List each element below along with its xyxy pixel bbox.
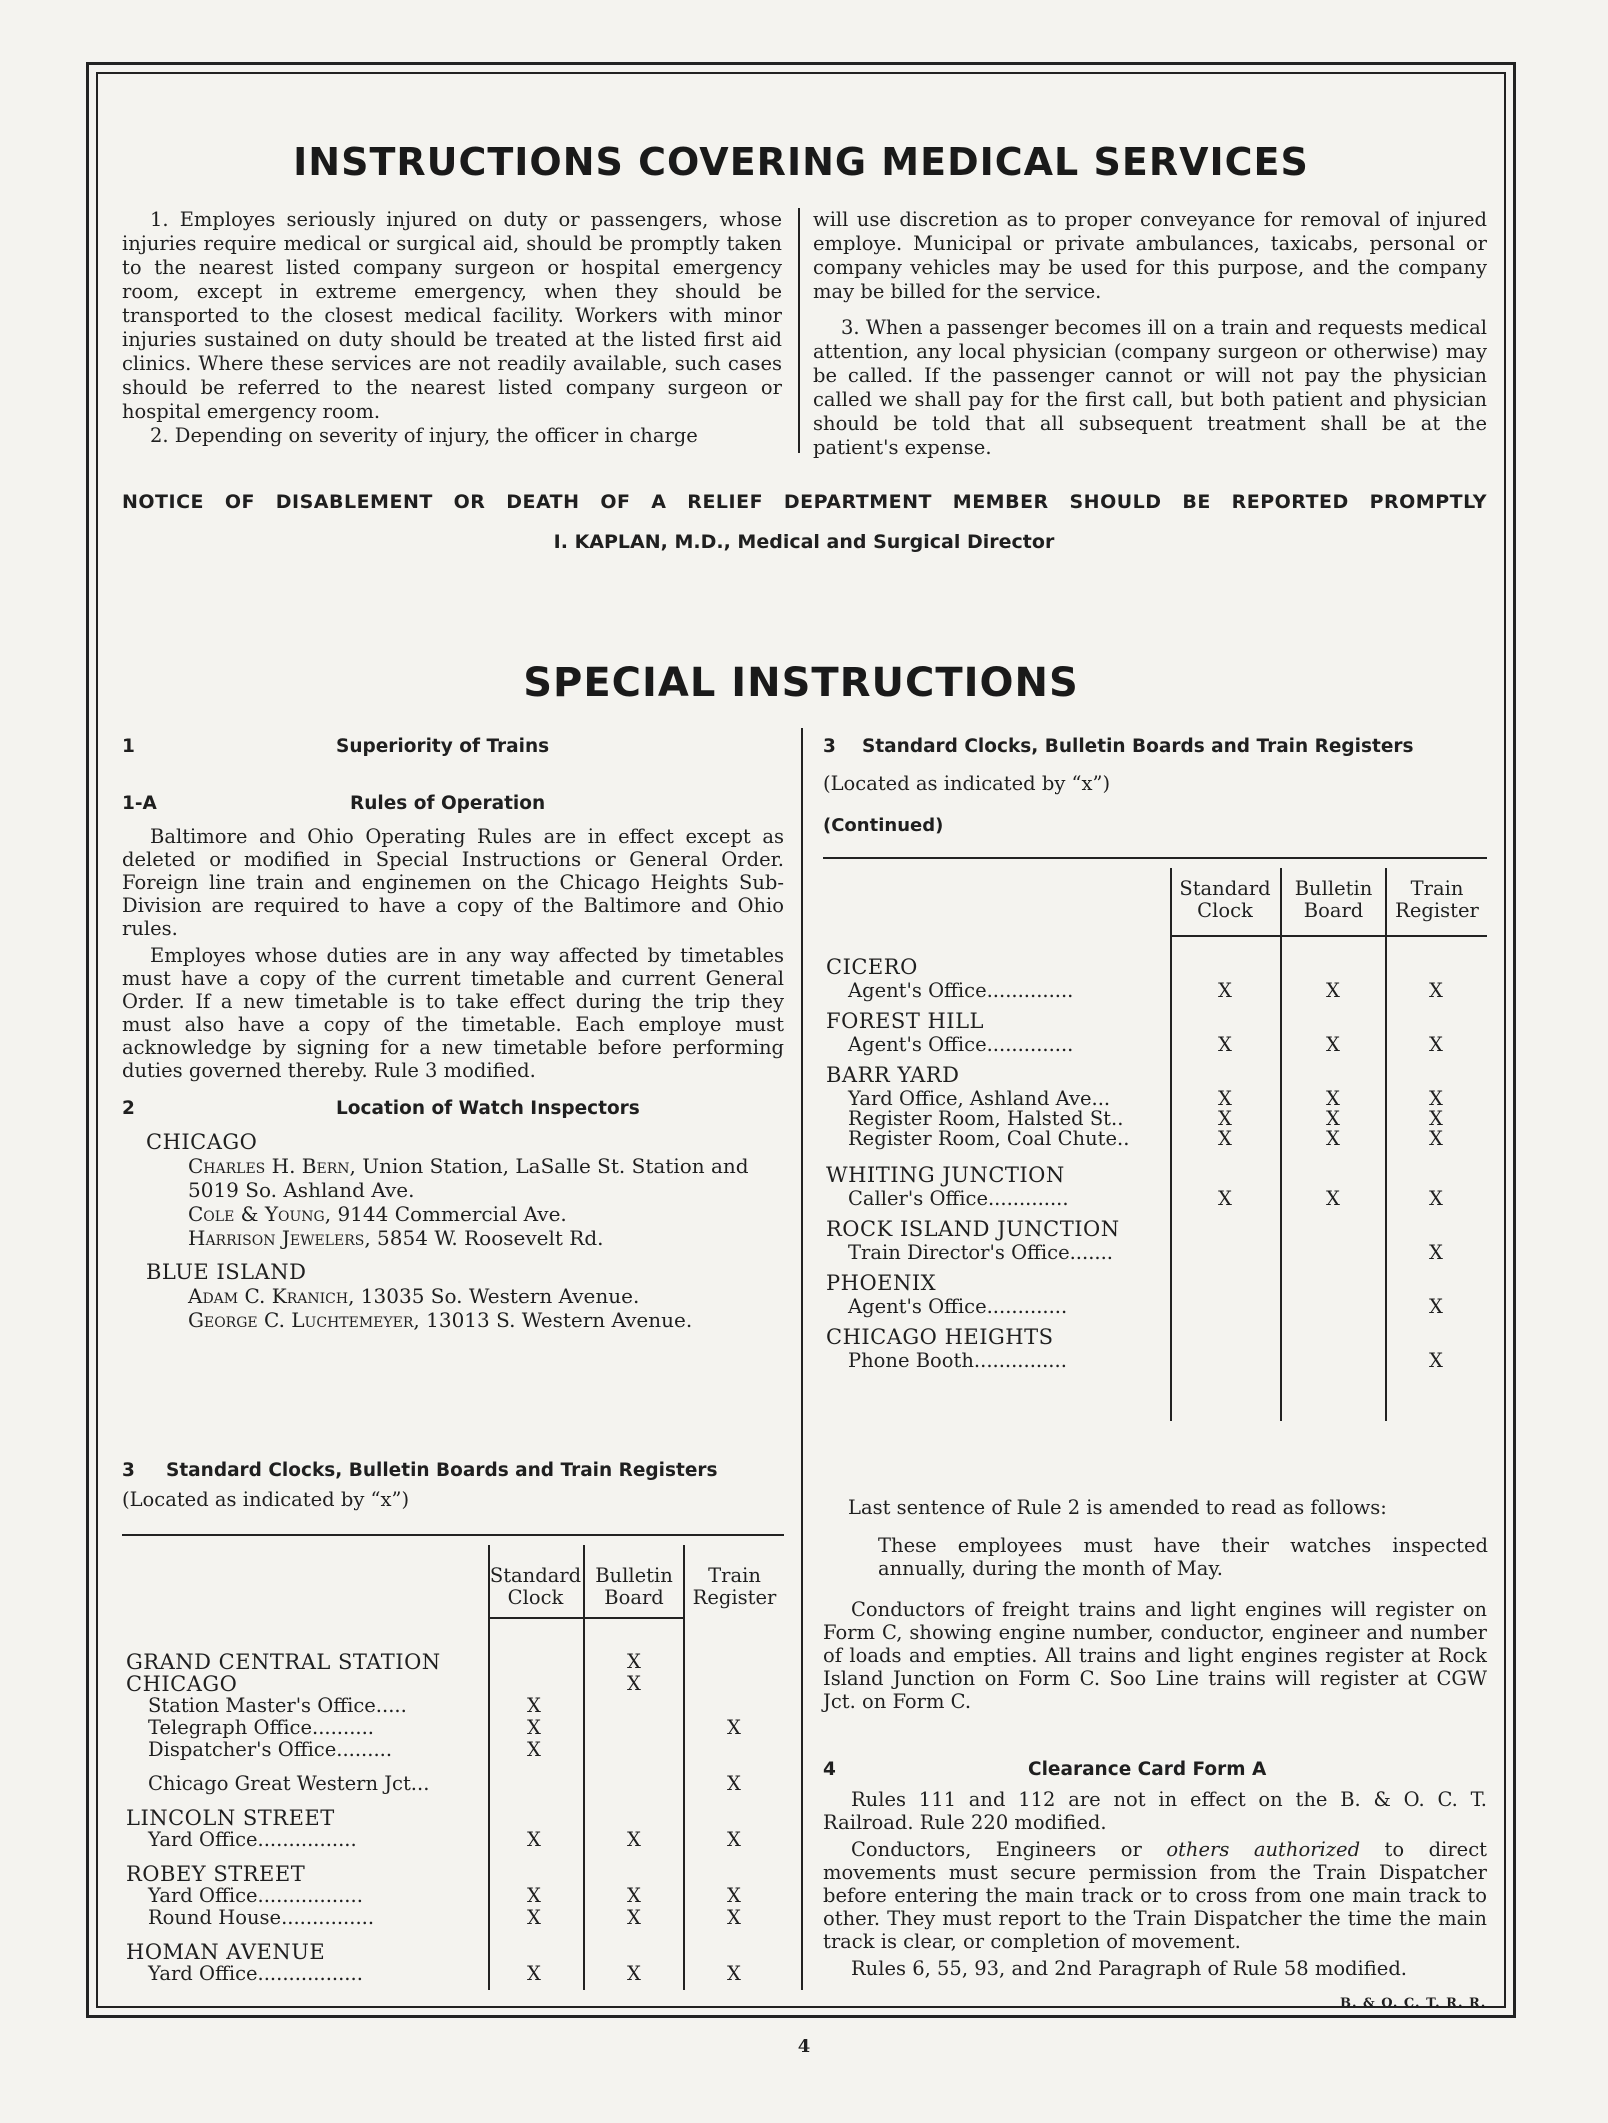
- table-mark: X: [527, 1828, 541, 1851]
- table-mark: X: [527, 1962, 541, 1985]
- section-3-subtitle: (Located as indicated by “x”): [122, 1488, 410, 1511]
- header-standard-clock: [1170, 878, 1280, 922]
- section-2-number: 2: [122, 1098, 135, 1119]
- table-row-label: Dispatcher's Office.........: [148, 1738, 393, 1761]
- table-mark: X: [727, 1962, 741, 1985]
- table-mark: X: [1326, 979, 1340, 1002]
- table-mark: X: [527, 1694, 541, 1717]
- special-instructions-title: SPECIAL INSTRUCTIONS: [523, 660, 1079, 706]
- header-line: Standard: [489, 1564, 582, 1587]
- medical-services-title: INSTRUCTIONS COVERING MEDICAL SERVICES: [293, 140, 1309, 184]
- inspector-name: Harrison Jewelers: [188, 1226, 365, 1250]
- table-row-label: CHICAGO HEIGHTS: [826, 1325, 1054, 1349]
- table-row-label: LINCOLN STREET: [126, 1806, 335, 1830]
- watch-entry: [146, 1308, 786, 1332]
- inspector-name: Charles H. Bern: [188, 1154, 350, 1178]
- medical-paragraph-3: 3. When a passenger becomes ill on a train and requests medical attention, any local physician (company surgeon or otherwise) may be called. If the passenger cannot or will not pay the physician called we shall pay for the first call, but both patient and physician should be told that all subsequent treatment shall be at the patient's expense.: [813, 316, 1487, 459]
- table-mark: X: [727, 1906, 741, 1929]
- section-3-cont-title: Standard Clocks, Bulletin Boards and Train Registers: [862, 736, 1414, 757]
- table-row-label: Agent's Office..............: [848, 1033, 1074, 1056]
- medical-right-column: [813, 208, 1487, 460]
- table-row-label: GRAND CENTRAL STATION: [126, 1650, 441, 1674]
- continued-label: (Continued): [823, 815, 944, 836]
- header-line: Train: [708, 1564, 761, 1587]
- header-train-register: [1387, 878, 1487, 922]
- table-mark: X: [1218, 1187, 1232, 1210]
- table-row-label: Yard Office.................: [148, 1884, 363, 1907]
- table-right-top-rule: [823, 857, 1487, 859]
- register-paragraph: Conductors of freight trains and light engines will register on Form C, showing engine number, conductor, engineer and number of loads and empties. All trains and light engines register at Rock Island Junction on Form C. Soo Line trains will register at CGW Jct. on Form C.: [823, 1598, 1487, 1713]
- table-mark: X: [1326, 1033, 1340, 1056]
- table-right-col-line: [1280, 868, 1282, 1421]
- rule2-amend-intro: Last sentence of Rule 2 is amended to read as follows:: [848, 1496, 1387, 1519]
- table-mark: X: [627, 1906, 641, 1929]
- table-row-label: Chicago Great Western Jct...: [148, 1772, 430, 1795]
- watch-entry: [146, 1154, 786, 1202]
- header-line: Bulletin: [595, 1564, 673, 1587]
- table-row-label: BARR YARD: [826, 1063, 960, 1087]
- table-row-label: CICERO: [826, 955, 918, 979]
- table-row-label: Register Room, Coal Chute..: [848, 1127, 1130, 1150]
- header-line: Standard: [1179, 877, 1271, 900]
- section-1a-title: Rules of Operation: [350, 793, 546, 814]
- inspector-address: , 9144 Commercial Ave.: [324, 1202, 567, 1226]
- table-mark: X: [627, 1962, 641, 1985]
- table-mark: X: [1429, 1107, 1443, 1130]
- relief-notice: NOTICE OF DISABLEMENT OR DEATH OF A RELIEF DEPARTMENT MEMBER SHOULD BE REPORTED PROMPTLY: [122, 491, 1487, 513]
- header-line: Board: [604, 1586, 664, 1609]
- table-mark: X: [527, 1738, 541, 1761]
- clearance-paragraph-2: [823, 1838, 1487, 1953]
- table-row-label: PHOENIX: [826, 1271, 937, 1295]
- register-instructions: [823, 1598, 1487, 1713]
- section-1-number: 1: [122, 736, 135, 757]
- header-bulletin-board: [585, 1565, 683, 1609]
- table-mark: X: [1218, 1087, 1232, 1110]
- header-line: Clock: [507, 1586, 564, 1609]
- table-row-label: Yard Office................: [148, 1828, 357, 1851]
- medical-left-column: [122, 208, 782, 448]
- header-line: Board: [1303, 899, 1364, 922]
- table-row-label: Station Master's Office.....: [148, 1694, 407, 1717]
- table-right-col-line: [1385, 868, 1387, 1421]
- clearance-paragraph-3: Rules 6, 55, 93, and 2nd Paragraph of Rule 58 modified.: [851, 1957, 1408, 1980]
- table-mark: X: [1429, 1349, 1443, 1372]
- section-1a-body: [122, 825, 784, 1082]
- table-row-label: Train Director's Office.......: [848, 1241, 1113, 1264]
- clearance-text: Conductors, Engineers or: [851, 1838, 1167, 1861]
- table-left-col-line: [488, 1545, 490, 1990]
- header-line: Bulletin: [1294, 877, 1373, 900]
- watch-entry: [146, 1226, 786, 1250]
- clearance-emphasis: others authorized: [1166, 1838, 1361, 1861]
- header-line: Clock: [1197, 899, 1253, 922]
- watch-inspectors-list: [146, 1130, 786, 1332]
- table-row-label: CHICAGO: [126, 1672, 238, 1696]
- header-line: Train: [1410, 877, 1464, 900]
- inspector-name: Cole & Young: [188, 1202, 325, 1226]
- section-4-number: 4: [823, 1759, 836, 1780]
- table-row-label: FOREST HILL: [826, 1009, 984, 1033]
- section-2-title: Location of Watch Inspectors: [336, 1098, 640, 1119]
- inspector-address: , 5854 W. Roosevelt Rd.: [364, 1226, 604, 1250]
- table-row-label: ROBEY STREET: [126, 1862, 306, 1886]
- section-3-title: Standard Clocks, Bulletin Boards and Train Registers: [166, 1460, 718, 1481]
- table-row-label: WHITING JUNCTION: [826, 1163, 1065, 1187]
- table-row-label: Agent's Office..............: [848, 979, 1074, 1002]
- table-mark: X: [527, 1716, 541, 1739]
- inspector-address: , Union Station, LaSalle St. Station and 5019 So. Ashland Ave.: [188, 1154, 749, 1202]
- table-mark: X: [727, 1772, 741, 1795]
- header-standard-clock: [488, 1565, 583, 1609]
- table-left-col-line: [583, 1545, 585, 1990]
- inspector-name: Adam C. Kranich: [188, 1284, 349, 1308]
- table-mark: X: [1326, 1127, 1340, 1150]
- inspector-address: , 13035 So. Western Avenue.: [348, 1284, 640, 1308]
- city-chicago: CHICAGO: [146, 1130, 258, 1154]
- table-mark: X: [727, 1716, 741, 1739]
- rules-operation-paragraph: Baltimore and Ohio Operating Rules are in effect except as deleted or modified in Special Instructions or General Order. Foreign line train and enginemen on the Chicago Heights Sub-Division are required to have a copy of the Baltimore and Ohio rules.: [122, 825, 784, 940]
- timetable-paragraph: Employes whose duties are in any way affected by timetables must have a copy of the current timetable and current General Order. If a new timetable is to take effect during the trip they must also have a copy of the timetable. Each employe must acknowledge by signing for a new timetable before performing duties governed thereby. Rule 3 modified.: [122, 944, 784, 1082]
- table-row-label: Telegraph Office..........: [148, 1716, 375, 1739]
- table-row-label: ROCK ISLAND JUNCTION: [826, 1217, 1120, 1241]
- clearance-paragraph-1: Rules 111 and 112 are not in effect on the B. & O. C. T. Railroad. Rule 220 modified.: [823, 1788, 1487, 1834]
- table-mark: X: [1326, 1187, 1340, 1210]
- table-left-col-line: [683, 1545, 685, 1990]
- table-mark: X: [527, 1906, 541, 1929]
- section-3-cont-number: 3: [823, 736, 836, 757]
- table-mark: X: [1429, 1127, 1443, 1150]
- medical-paragraph-2a: 2. Depending on severity of injury, the officer in charge: [150, 424, 698, 447]
- table-row-label: Yard Office, Ashland Ave...: [848, 1087, 1111, 1110]
- inspector-name: George C. Luchtemeyer: [188, 1308, 414, 1332]
- medical-paragraph-2b: will use discretion as to proper conveyance for removal of injured employe. Municipal or private ambulances, taxicabs, personal or company vehicles may be used for this purpose, and the company may be billed for the service.: [813, 208, 1487, 303]
- table-mark: X: [1218, 1127, 1232, 1150]
- page-number: 4: [797, 2036, 811, 2057]
- table-mark: X: [627, 1672, 641, 1695]
- table-mark: X: [1429, 979, 1443, 1002]
- section-1-title: Superiority of Trains: [336, 736, 550, 757]
- table-mark: X: [527, 1884, 541, 1907]
- table-right-col-line: [1170, 868, 1172, 1421]
- table-row-label: Register Room, Halsted St..: [848, 1107, 1124, 1130]
- table-mark: X: [1326, 1107, 1340, 1130]
- footer-mark: B. & O. C. T. R. R.: [1340, 1996, 1487, 2011]
- header-train-register: [685, 1565, 784, 1609]
- table-left-header-rule: [488, 1617, 683, 1619]
- inspector-address: , 13013 S. Western Avenue.: [413, 1308, 693, 1332]
- header-line: Register: [692, 1586, 777, 1609]
- header-line: Register: [1395, 899, 1479, 922]
- table-mark: X: [1429, 1241, 1443, 1264]
- section-4-body: [823, 1788, 1487, 1980]
- clearance-text: to direct movements must secure permission from the Train Dispatcher before entering the main track or to cross from one main track to other. They must report to the Train Dispatcher the time the main track is clear, or completion of movement.: [823, 1838, 1487, 1953]
- table-mark: X: [627, 1884, 641, 1907]
- table-mark: X: [727, 1884, 741, 1907]
- watch-entry: [146, 1284, 786, 1308]
- rule2-amend-text: These employees must have their watches inspected annually, during the month of May.: [878, 1534, 1488, 1580]
- table-mark: X: [727, 1828, 741, 1851]
- section-3-cont-subtitle: (Located as indicated by “x”): [823, 772, 1111, 795]
- table-mark: X: [1429, 1033, 1443, 1056]
- table-left-top-rule: [122, 1534, 784, 1536]
- table-right-header-rule: [1170, 935, 1487, 937]
- table-row-label: HOMAN AVENUE: [126, 1940, 326, 1964]
- table-mark: X: [1429, 1087, 1443, 1110]
- section-4-title: Clearance Card Form A: [1028, 1759, 1267, 1780]
- table-mark: X: [1218, 1107, 1232, 1130]
- table-mark: X: [1429, 1295, 1443, 1318]
- table-mark: X: [627, 1650, 641, 1673]
- city-blue-island: BLUE ISLAND: [146, 1260, 307, 1284]
- table-mark: X: [1326, 1087, 1340, 1110]
- watch-entry: [146, 1202, 786, 1226]
- medical-paragraph-1: 1. Employes seriously injured on duty or passengers, whose injuries require medical or surgical aid, should be promptly taken to the nearest listed company surgeon or hospital emergency room, except in extreme emergency, when they should be transported to the closest medical facility. Workers with minor injuries sustained on duty should be treated at the listed first aid clinics. Where these services are not readily available, such cases should be referred to the nearest listed company surgeon or hospital emergency room.: [122, 208, 782, 423]
- table-row-label: Agent's Office.............: [848, 1295, 1068, 1318]
- table-mark: X: [1218, 1033, 1232, 1056]
- medical-column-divider: [798, 208, 800, 453]
- table-row-label: Yard Office.................: [148, 1962, 363, 1985]
- section-1a-number: 1-A: [122, 793, 157, 814]
- special-column-divider: [801, 728, 803, 1990]
- medical-director: I. KAPLAN, M.D., Medical and Surgical Director: [553, 531, 1055, 553]
- table-mark: X: [1429, 1187, 1443, 1210]
- table-mark: X: [627, 1828, 641, 1851]
- table-row-label: Phone Booth...............: [848, 1349, 1067, 1372]
- section-3-number: 3: [122, 1460, 135, 1481]
- table-row-label: Round House...............: [148, 1906, 375, 1929]
- header-bulletin-board: [1282, 878, 1385, 922]
- table-mark: X: [1218, 979, 1232, 1002]
- table-row-label: Caller's Office.............: [848, 1187, 1069, 1210]
